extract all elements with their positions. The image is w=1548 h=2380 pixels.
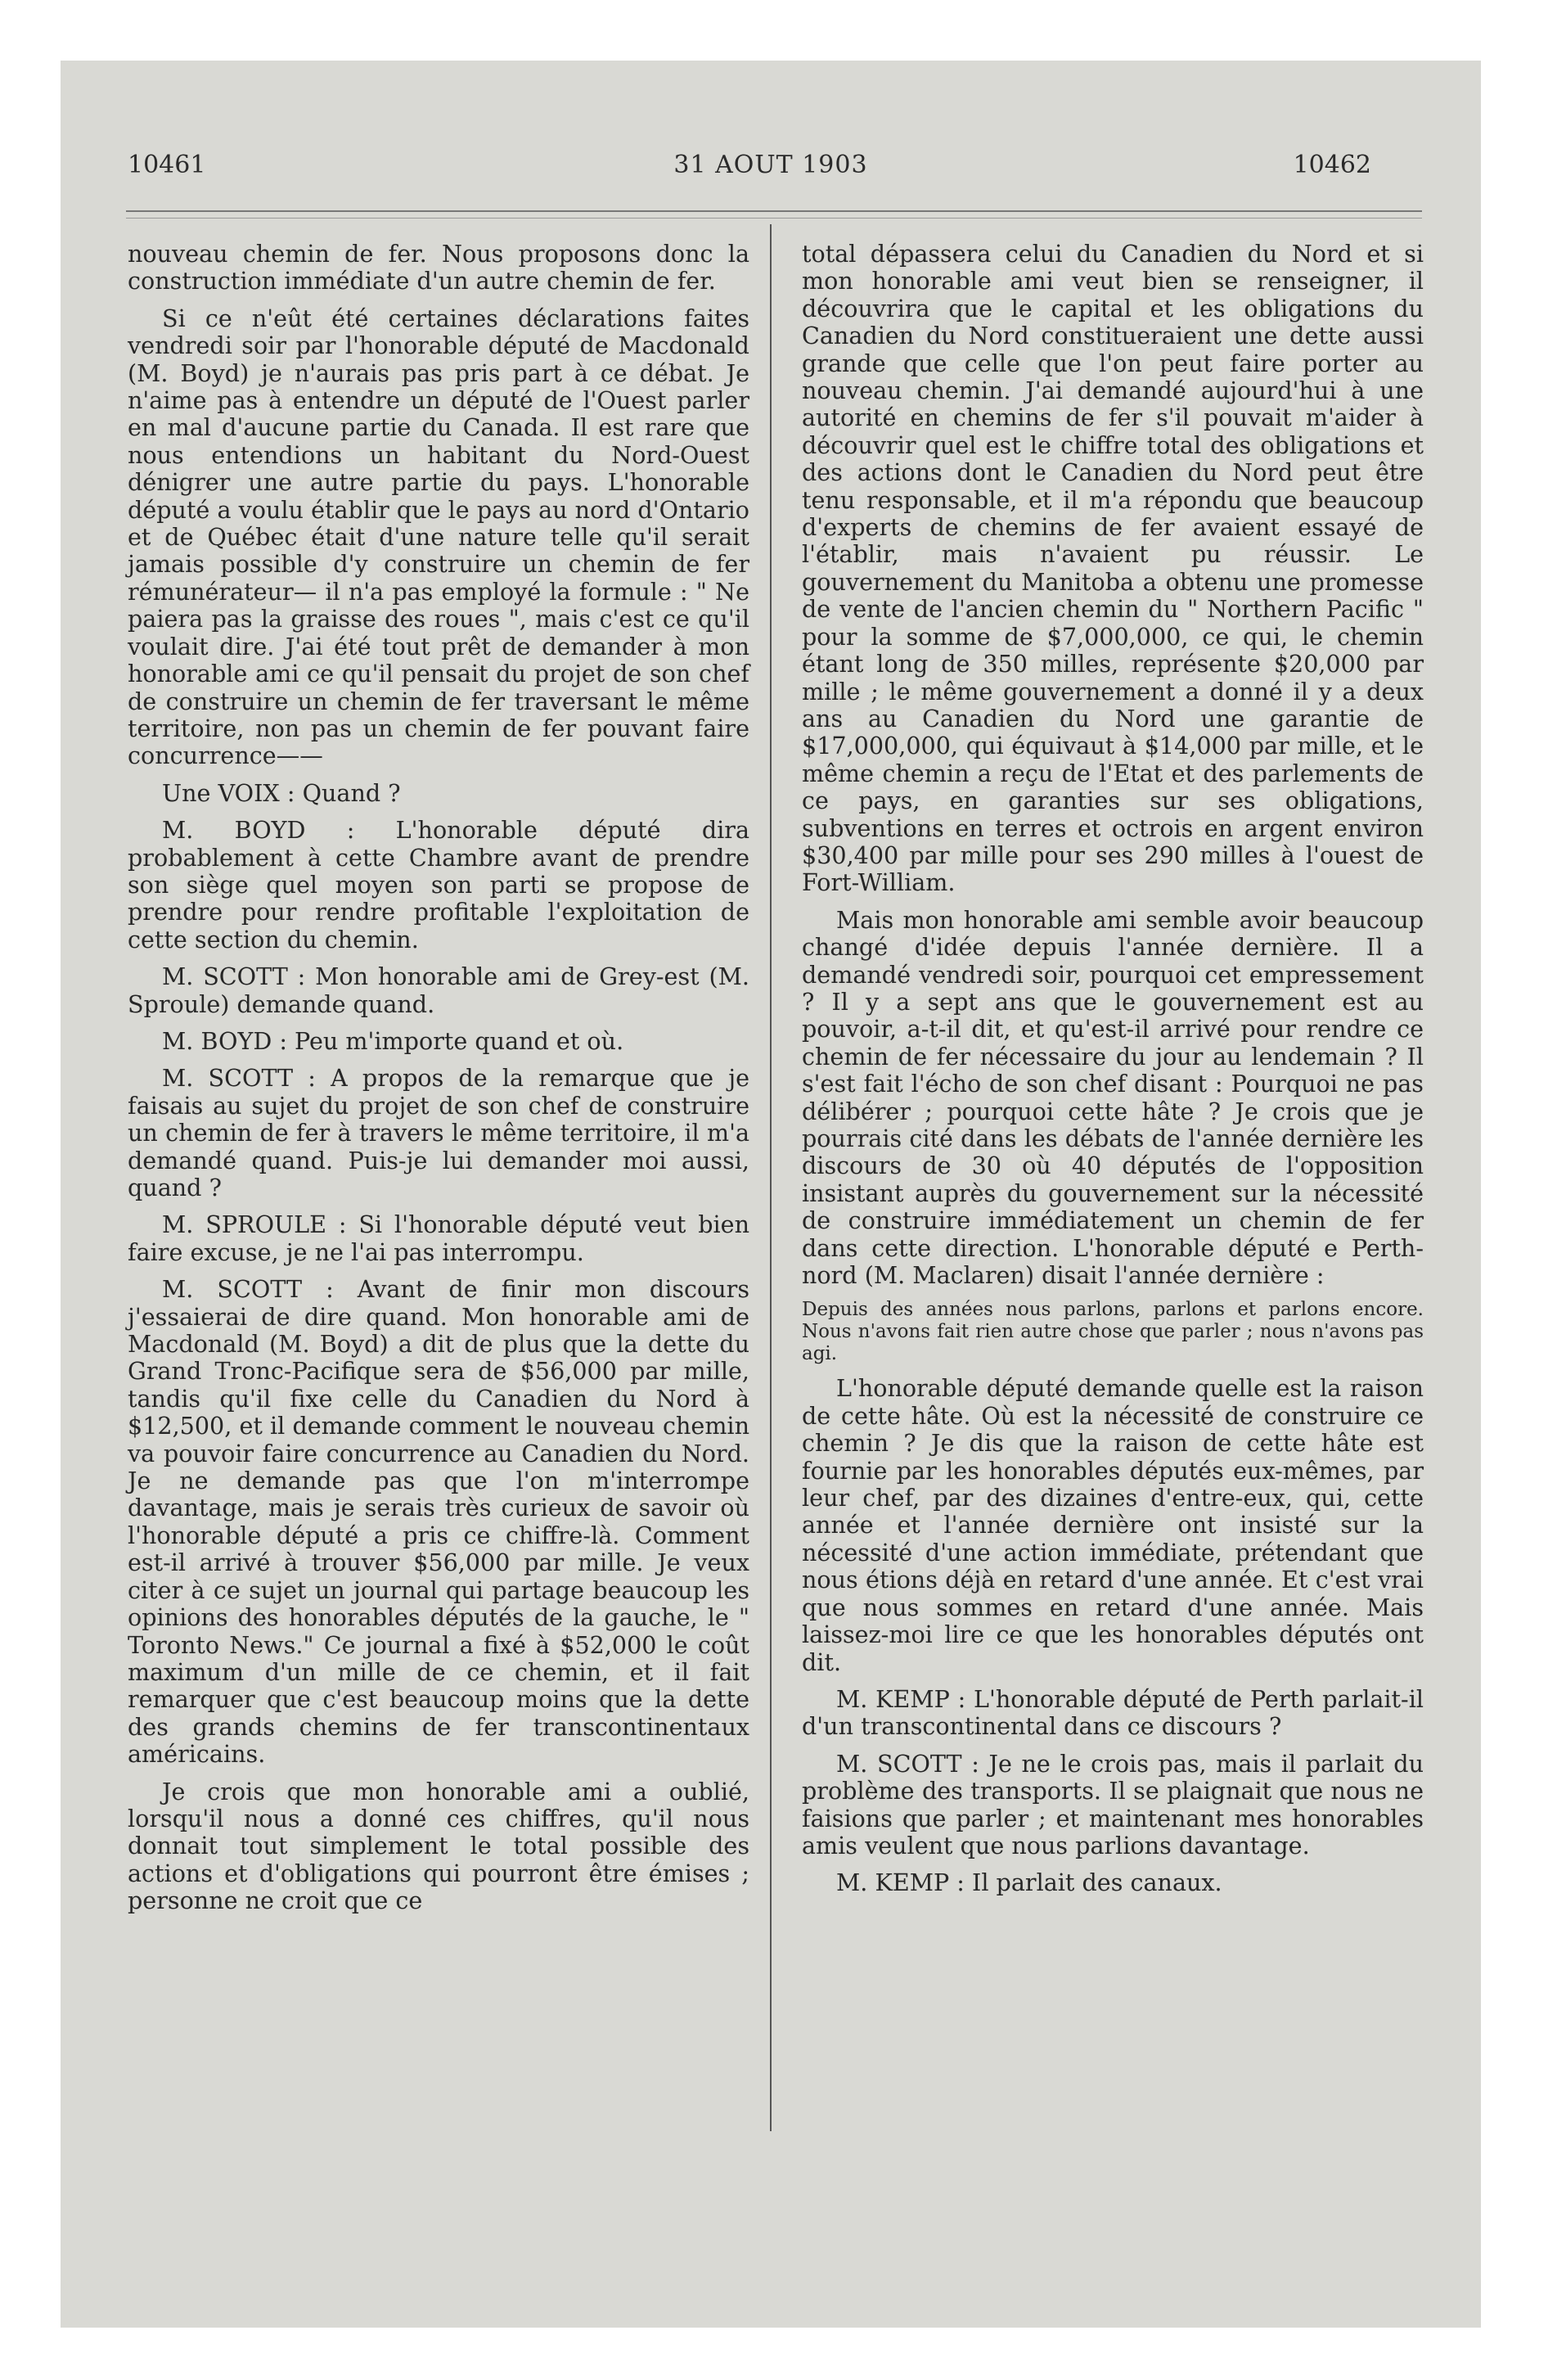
header-rule <box>126 210 1422 212</box>
paragraph: L'honorable député demande quelle est la raison de cette hâte. Où est la nécessité de construire ce chemin ? Je dis que la raison de cette hâte est fournie par les honorables députés eux-mêmes, par leur chef, par des dizaines d'entre-eux, qui, cette année et l'année dernière ont insisté sur la nécessité d'une action immédiate, prétendant que nous étions déjà en retard d'une année. Et c'est vrai que nous sommes en retard d'une année. Mais laissez-moi lire ce que les honorables députés ont dit. <box>802 1374 1424 1676</box>
paragraph: M. SCOTT : Avant de finir mon discours j'essaierai de dire quand. Mon honorable ami de Macdonald (M. Boyd) a dit de plus que la dette du Grand Tronc-Pacifique sera de $56,000 par mille, tandis qu'il fixe celle du Canadien du Nord à $12,500, et il demande comment le nouveau chemin va pouvoir faire concurrence au Canadien du Nord. Je ne demande pas que l'on m'interrompe davantage, mais je serais très curieux de savoir où l'honorable député a pris ce chiffre-là. Comment est-il arrivé à trouver $56,000 par mille. Je veux citer à ce sujet un journal qui partage beaucoup les opinions des honorables députés de la gauche, le " Toronto News." Ce journal a fixé à $52,000 le coût maximum d'un mille de ce chemin, et il fait remarquer que c'est beaucoup moins que la dette des grands chemins de fer transcontinentaux américains. <box>128 1275 749 1769</box>
paragraph: Si ce n'eût été certaines déclarations faites vendredi soir par l'honorable député de Macdonald (M. Boyd) je n'aurais pas pris part à ce débat. Je n'aime pas à entendre un député de l'Ouest parler en mal d'aucune partie du Canada. Il est rare que nous entendions un habitant du Nord-Ouest dénigrer une autre partie du pays. L'honorable député a voulu établir que le pays au nord d'Ontario et de Québec était d'une nature telle qu'il serait jamais possible d'y construire un chemin de fer rémunérateur— il n'a pas employé la formule : " Ne paiera pas la graisse des roues ", mais c'est ce qu'il voulait dire. J'ai été tout prêt de demander à mon honorable ami ce qu'il pensait du projet de son chef de construire un chemin de fer traversant le même territoire, non pas un chemin de fer pouvant faire concurrence—— <box>128 304 749 770</box>
paragraph: total dépassera celui du Canadien du Nord et si mon honorable ami veut bien se renseigner, il découvrira que le capital et les obligations du Canadien du Nord constitueraient une dette aussi grande que celle que l'on peut faire porter au nouveau chemin. J'ai demandé aujourd'hui à une autorité en chemins de fer s'il pouvait m'aider à découvrir quel est le chiffre total des obligations et des actions dont le Canadien du Nord peut être tenu responsable, et il m'a répondu que beaucoup d'experts de chemins de fer avaient essayé de l'établir, mais n'avaient pu réussir. Le gouvernement du Manitoba a obtenu une promesse de vente de l'ancien chemin du " Northern Pacific " pour la somme de $7,000,000, ce qui, le chemin étant long de 350 milles, représente $20,000 par mille ; le même gouvernement a donné il y a deux ans au Canadien du Nord une garantie de $17,000,000, qui équivaut à $14,000 par mille, et le même chemin a reçu de l'Etat et des parlements de ce pays, en garanties sur ses obligations, subventions en terres et octrois en argent environ $30,400 par mille pour ses 290 milles à l'ouest de Fort-William. <box>802 240 1424 897</box>
quotation: Depuis des années nous parlons, parlons et parlons encore. Nous n'avons fait rien autre chose que parler ; nous n'avons pas agi. <box>802 1299 1424 1365</box>
page-header <box>61 151 1481 200</box>
paragraph: M. KEMP : L'honorable député de Perth parlait-il d'un transcontinental dans ce discours ? <box>802 1684 1424 1741</box>
paragraph: M. SPROULE : Si l'honorable député veut bien faire excuse, je ne l'ai pas interrompu. <box>128 1210 749 1266</box>
paragraph: nouveau chemin de fer. Nous proposons donc la construction immédiate d'un autre chemin de fer. <box>128 240 749 295</box>
paragraph: M. SCOTT : A propos de la remarque que je faisais au sujet du projet de son chef de construire un chemin de fer à travers le même territoire, il m'a demandé quand. Puis-je lui demander moi aussi, quand ? <box>128 1064 749 1201</box>
page-number-left: 10461 <box>128 151 206 179</box>
page-date: 31 AOUT 1903 <box>673 151 868 179</box>
right-column <box>802 241 1424 1907</box>
paragraph: Mais mon honorable ami semble avoir beaucoup changé d'idée depuis l'année dernière. Il a demandé vendredi soir, pourquoi cet empressement ? Il y a sept ans que le gouvernement est au pouvoir, a-t-il dit, et qu'est-il arrivé pour rendre ce chemin de fer nécessaire du jour au lendemain ? Il s'est fait l'écho de son chef disant : Pourquoi ne pas délibérer ; pourquoi cette hâte ? Je crois que je pourrais cité dans les débats de l'année dernière les discours de 30 où 40 députés de l'opposition insistant auprès du gouvernement sur la nécessité de construire immédiatement un chemin de fer dans cette direction. L'honorable député e Perth-nord (M. Maclaren) disait l'année dernière : <box>802 905 1424 1290</box>
paragraph: M. BOYD : Peu m'importe quand et où. <box>162 1026 624 1055</box>
scanned-page <box>61 61 1481 2328</box>
page-number-right: 10462 <box>1293 151 1371 179</box>
paragraph: M. SCOTT : Mon honorable ami de Grey-est (M. Sproule) demande quand. <box>128 962 749 1018</box>
left-column <box>128 241 749 1925</box>
paragraph: Je crois que mon honorable ami a oublié, lorsqu'il nous a donné ces chiffres, qu'il nous donnait tout simplement le total possible des actions et d'obligations qui pourront être émises ; personne ne croit que ce <box>128 1777 749 1915</box>
paragraph: M. KEMP : Il parlait des canaux. <box>836 1868 1222 1897</box>
paragraph: M. SCOTT : Je ne le crois pas, mais il parlait du problème des transports. Il se plaignait que nous ne faisions que parler ; et maintenant mes honorables amis veulent que nous parlions davantage. <box>802 1749 1424 1859</box>
column-separator <box>770 224 772 2131</box>
paragraph: Une VOIX : Quand ? <box>162 778 401 807</box>
header-rule-thin <box>126 218 1422 219</box>
paragraph: M. BOYD : L'honorable député dira probablement à cette Chambre avant de prendre son siège quel moyen son parti se propose de prendre pour rendre profitable l'exploitation de cette section du chemin. <box>128 816 749 953</box>
